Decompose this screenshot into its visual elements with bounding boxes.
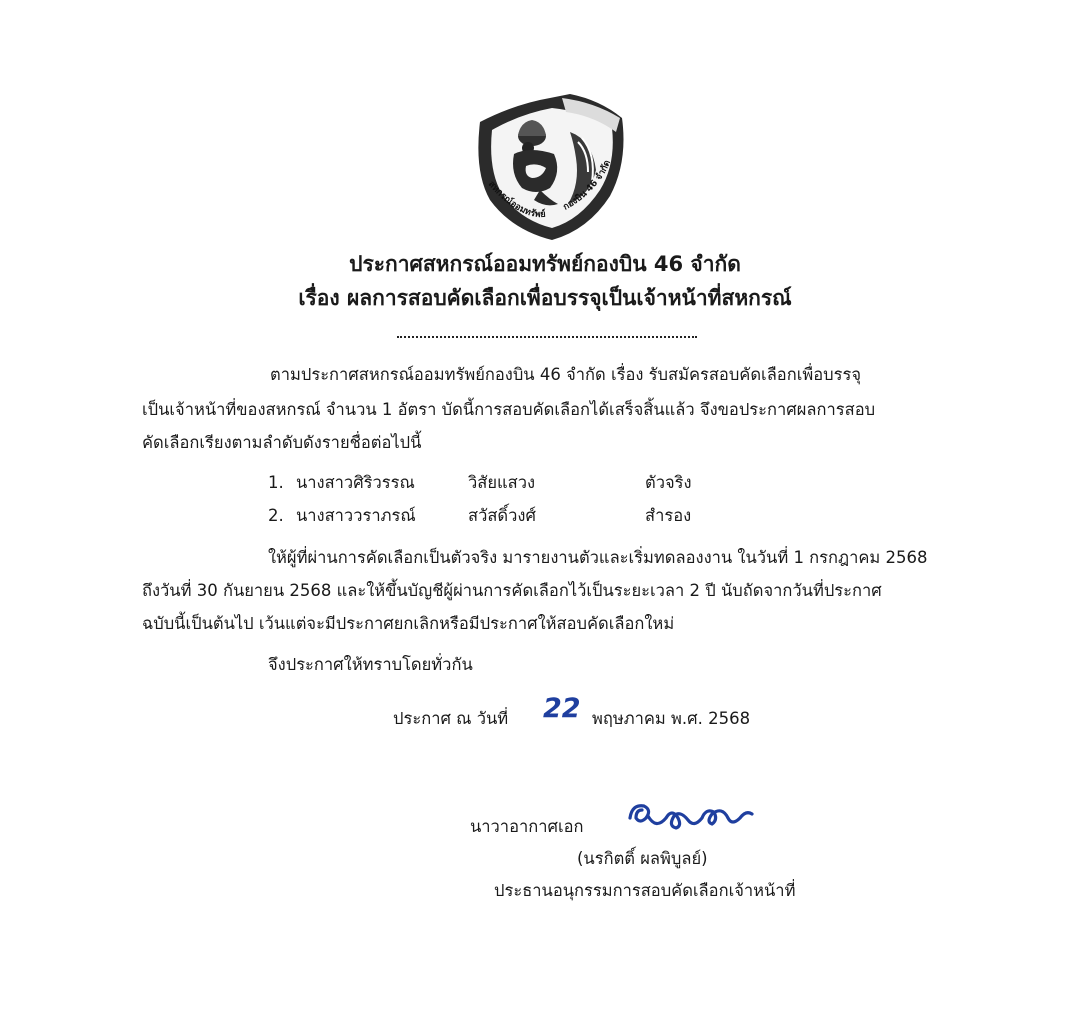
date-suffix: พฤษภาคม พ.ศ. 2568 (592, 709, 751, 728)
title-separator (397, 336, 697, 338)
intro-line-3: คัดเลือกเรียงตามลำดับดังรายชื่อต่อไปนี้ (142, 433, 422, 452)
cooperative-emblem-logo (470, 92, 630, 242)
candidate-number: 2. (268, 506, 284, 525)
candidate-number: 1. (268, 473, 284, 492)
announcement-title: ประกาศสหกรณ์ออมทรัพย์กองบิน 46 จำกัด (349, 252, 741, 276)
candidate-status: ตัวจริง (645, 473, 692, 492)
intro-line-1: ตามประกาศสหกรณ์ออมทรัพย์กองบิน 46 จำกัด เรื่อง รับสมัครสอบคัดเลือกเพื่อบรรจุ (270, 365, 861, 384)
emblem-ring-text-right: กองบิน 46 จำกัด (561, 158, 613, 213)
instruction-line-1: ให้ผู้ที่ผ่านการคัดเลือกเป็นตัวจริง มารายงานตัวและเริ่มทดลองงาน ในวันที่ 1 กรกฎาคม 2568 (268, 548, 928, 567)
handwritten-signature (622, 796, 762, 836)
signer-position: ประธานอนุกรรมการสอบคัดเลือกเจ้าหน้าที่ (494, 881, 796, 900)
emblem-ring-text-left: สหกรณ์ออมทรัพย์ (485, 179, 546, 221)
candidate-status: สำรอง (645, 506, 692, 525)
handwritten-day: 22 (543, 693, 581, 724)
candidate-last-name: สวัสดิ์วงศ์ (468, 506, 536, 525)
signer-name: (นรกิตติ์ ผลพิบูลย์) (577, 849, 708, 868)
date-prefix: ประกาศ ณ วันที่ (393, 709, 509, 728)
signer-rank: นาวาอากาศเอก (470, 817, 584, 836)
announcement-subject: เรื่อง ผลการสอบคัดเลือกเพื่อบรรจุเป็นเจ้าหน้าที่สหกรณ์ (298, 286, 792, 310)
candidate-last-name: วิสัยแสวง (468, 473, 536, 492)
instruction-line-2: ถึงวันที่ 30 กันยายน 2568 และให้ขึ้นบัญชีผู้ผ่านการคัดเลือกไว้เป็นระยะเวลา 2 ปี นับถัดจากวันที่ประกาศ (142, 581, 882, 600)
closing-statement: จึงประกาศให้ทราบโดยทั่วกัน (268, 655, 473, 674)
intro-line-2: เป็นเจ้าหน้าที่ของสหกรณ์ จำนวน 1 อัตรา บัดนี้การสอบคัดเลือกได้เสร็จสิ้นแล้ว จึงขอประกาศผลการสอบ (142, 400, 876, 419)
candidate-first-name: นางสาวศิริวรรณ (296, 473, 415, 492)
instruction-line-3: ฉบับนี้เป็นต้นไป เว้นแต่จะมีประกาศยกเลิกหรือมีประกาศให้สอบคัดเลือกใหม่ (142, 614, 675, 633)
candidate-first-name: นางสาววราภรณ์ (296, 506, 416, 525)
